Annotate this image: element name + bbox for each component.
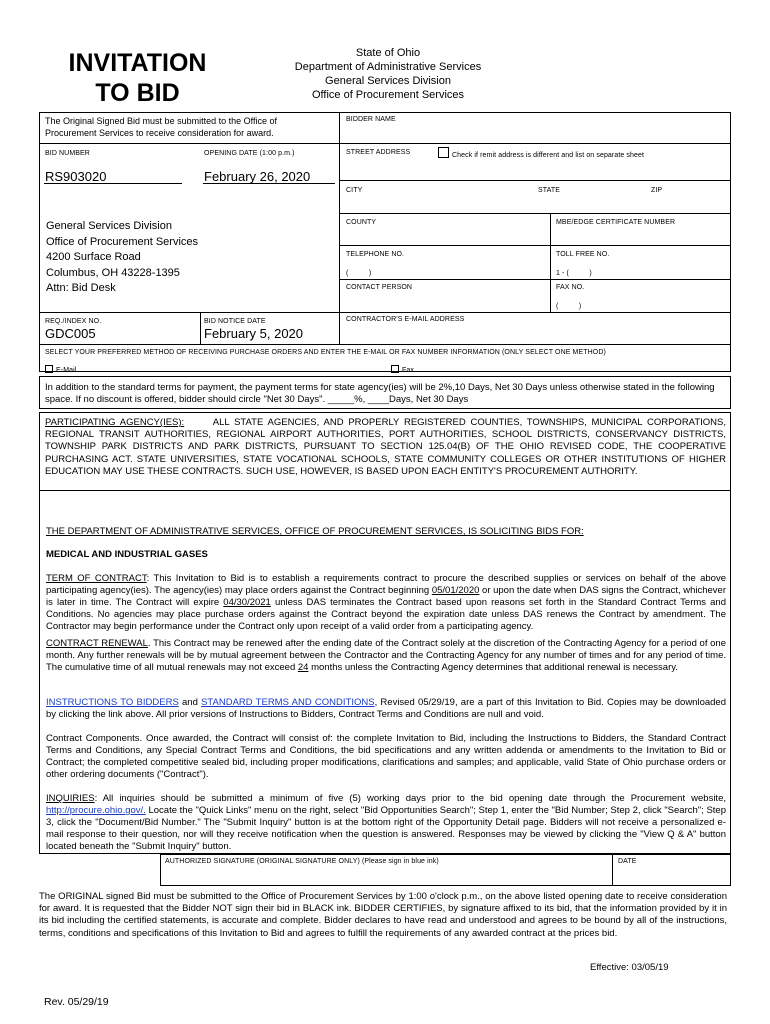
renewal-months: 24 bbox=[297, 662, 309, 673]
county-label: COUNTY bbox=[346, 219, 377, 226]
city-state-zip-field[interactable] bbox=[340, 196, 730, 212]
form-title-line1: INVITATION bbox=[68, 49, 207, 77]
inquiries-text: : All inquiries should be submitted a minimum of five (5) working days prior to the bid opening date through the Procurement website, bbox=[94, 793, 726, 804]
instructions-paragraph bbox=[46, 697, 726, 721]
fax-option[interactable] bbox=[391, 365, 414, 374]
street-address-field[interactable] bbox=[340, 160, 730, 180]
mailing-address bbox=[46, 219, 198, 297]
divider bbox=[200, 312, 201, 344]
divider bbox=[339, 180, 731, 181]
body-box bbox=[39, 412, 731, 854]
renewal-heading: CONTRACT RENEWAL bbox=[46, 638, 148, 649]
instructions-text: and bbox=[178, 697, 202, 708]
contractor-email-field[interactable] bbox=[340, 325, 730, 343]
term-of-contract bbox=[46, 573, 726, 633]
bid-number: RS903020 bbox=[45, 169, 107, 184]
signature-label: AUTHORIZED SIGNATURE (ORIGINAL SIGNATURE ONLY) (Please sign in blue ink) bbox=[165, 858, 439, 865]
bidder-name-label: BIDDER NAME bbox=[346, 116, 396, 123]
divider bbox=[339, 312, 731, 313]
bidder-certification: The ORIGINAL signed Bid must be submitted to the Office of Procurement Services by 1:00 o'clock p.m., on the above listed opening date to receive consideration for award. It is requested that the Bidder NOT sign their bid in BLACK ink. BIDDER CERTIFIES, by signature affixed to its bid, that the information provided by it in its bid including the certified statements, is accurate and complete. Bidder declares to have read and understood and agrees to be bound by all of the instructions, terms, conditions and specifications of this Invitation to Bid and agrees to fulfill the requirements of any awarded contract at the prices bid. bbox=[39, 891, 727, 939]
signature-field[interactable] bbox=[161, 868, 611, 885]
divider bbox=[339, 279, 731, 280]
address-line: Columbus, OH 43228-1395 bbox=[46, 266, 180, 279]
email-checkbox-icon[interactable] bbox=[45, 365, 53, 373]
street-address-label: STREET ADDRESS bbox=[346, 149, 411, 156]
address-line: Office of Procurement Services bbox=[46, 235, 199, 248]
revision-date: Rev. 05/29/19 bbox=[44, 996, 109, 1008]
agency-line: State of Ohio bbox=[355, 47, 421, 59]
procure-website-link[interactable]: http://procure.ohio.gov/. bbox=[46, 805, 146, 816]
divider bbox=[339, 245, 731, 246]
contractor-email-label: CONTRACTOR'S E-MAIL ADDRESS bbox=[346, 316, 465, 323]
address-line: 4200 Surface Road bbox=[46, 251, 141, 263]
soliciting-heading: THE DEPARTMENT OF ADMINISTRATIVE SERVICES, OFFICE OF PROCUREMENT SERVICES, IS SOLICITING BIDS FOR: bbox=[46, 526, 584, 537]
contact-person-label: CONTACT PERSON bbox=[346, 284, 413, 291]
zip-label: ZIP bbox=[651, 187, 663, 194]
divider bbox=[39, 312, 339, 313]
inquiries-text: Locate the "Quick Links" menu on the right, select "Bid Opportunities Search"; Step 1, enter the "Bid Number; Step 2, click "Search"; Step 3, click the "Document/Bid Number." The "Submit Inquiry" button is at the bottom right of the Opportunity Detail page. Bidders will not receive a personalized e-mail response to their question, nor will they receive notification when the question is answered. Responses may be viewed by clicking the "View Q & A" button located beneath the "Submit Inquiry" button. bbox=[46, 805, 726, 852]
checkbox-icon[interactable] bbox=[438, 147, 449, 158]
inquiries-paragraph bbox=[46, 793, 726, 853]
bid-notice-date-label: BID NOTICE DATE bbox=[204, 318, 266, 325]
form-title-line2: TO BID bbox=[95, 79, 180, 107]
submission-notice: The Original Signed Bid must be submitted to the Office of Procurement Services to receive consideration for award. bbox=[45, 116, 277, 138]
inquiries-heading: INQUIRIES bbox=[46, 793, 95, 804]
state-label: STATE bbox=[538, 187, 561, 194]
divider bbox=[39, 344, 731, 345]
remit-address-checkbox[interactable] bbox=[438, 147, 644, 159]
opening-date: February 26, 2020 bbox=[204, 169, 311, 184]
renewal-text: . This Contract may be renewed after the ending date of the Contract solely at the discretion of the Contracting Agency for a period of one month. Any further renewals will be by mutual agreement between the Contractor and the Contracting Agency for any number of times and for any period of time. The cumulative time of all mutual renewals may not exceed bbox=[46, 638, 726, 673]
mbe-certificate-label: MBE/EDGE CERTIFICATE NUMBER bbox=[556, 219, 676, 226]
payment-terms: In addition to the standard terms for payment, the payment terms for state agency(ies) will be 2%,10 Days, Net 30 Days unless otherwise stated in the following space. If no discount is offered, bidder should circle "Net 30 Days". _____%, ____Days, Net 30 Days bbox=[45, 382, 715, 405]
date-field[interactable] bbox=[613, 868, 730, 885]
term-text: : This Invitation to Bid is to establish a requirements contract to procure the described supplies or services on behalf of the above participating agency(ies). The agency(ies) may place orders against the Contract beginning bbox=[46, 573, 726, 596]
req-index-label: REQ./INDEX NO. bbox=[45, 318, 102, 325]
address-line: General Services Division bbox=[46, 220, 172, 232]
agency-line: Office of Procurement Services bbox=[311, 89, 465, 101]
agency-block bbox=[268, 46, 508, 102]
standard-terms-link[interactable]: STANDARD TERMS AND CONDITIONS bbox=[201, 697, 375, 708]
contact-person-field[interactable] bbox=[340, 293, 549, 311]
opening-date-underline bbox=[203, 183, 335, 184]
contract-renewal bbox=[46, 638, 726, 674]
toll-free-label: TOLL FREE NO. bbox=[556, 251, 610, 258]
county-field[interactable] bbox=[340, 228, 549, 244]
fax-label: FAX NO. bbox=[556, 284, 585, 291]
term-text: unless DAS terminates the Contract based upon reasons set forth in the Standard Contract Terms and Conditions. No agencies may place purchase orders against the Contract beyond the expiration date unless DAS renews the Contract by amendment. The Contractor may begin performance under the Contract only upon receipt of a valid order from a participating agency. bbox=[46, 597, 726, 632]
telephone-field[interactable]: ( ) bbox=[346, 270, 372, 277]
divider bbox=[39, 490, 731, 491]
participating-text: ALL STATE AGENCIES, AND PROPERLY REGISTERED COUNTIES, TOWNSHIPS, MUNICIPAL CORPORATIONS, REGIONAL TRANSIT AUTHORITIES, REGIONAL AIRPORT AUTHORITIES, PORT AUTHORITIES, SCHOOL DISTRICTS, CONSERVANCY DISTRICTS, TOWNSHIP PARK DISTRICTS AND PARK DISTRICTS, PURSUANT TO SECTION 125.04(B) OF THE OHIO REVISED CODE, THE COOPERATIVE PURCHASING ACT. STATE UNIVERSITIES, STATE VOCATIONAL SCHOOLS, STATE COMMUNITY COLLEGES OR OTHER INSTITUTIONS OF HIGHER EDUCATION MAY USE THESE CONTRACTS. SUCH USE, HOWEVER, IS BASED UPON EACH ENTITY'S PROCUREMENT AUTHORITY. bbox=[45, 417, 726, 477]
renewal-text: months unless the Contracting Agency determines that additional renewal is necessary. bbox=[308, 662, 678, 673]
telephone-label: TELEPHONE NO. bbox=[346, 251, 405, 258]
fax-option-label: Fax bbox=[402, 367, 414, 374]
fax-field[interactable]: ( ) bbox=[556, 303, 582, 310]
address-line: Attn: Bid Desk bbox=[46, 282, 116, 294]
divider bbox=[39, 143, 339, 144]
city-label: CITY bbox=[346, 187, 363, 194]
instructions-to-bidders-link[interactable]: INSTRUCTIONS TO BIDDERS bbox=[46, 697, 179, 708]
term-end-date: 04/30/2021 bbox=[223, 597, 271, 608]
bid-number-label: BID NUMBER bbox=[45, 150, 90, 157]
divider bbox=[339, 213, 731, 214]
instructions-text: , Revised 05/29/19, are a part of this Invitation to Bid. Copies may be downloaded by clicking the link above. All prior versions of Instructions to Bidders, Contract Terms and Conditions are null and void. bbox=[46, 697, 726, 720]
form-title bbox=[50, 48, 225, 108]
remit-address-label: Check if remit address is different and list on separate sheet bbox=[452, 152, 645, 159]
opening-date-label: OPENING DATE (1:00 p.m.) bbox=[204, 150, 295, 157]
term-text: or upon the date when DAS signs the Contract, whichever is later in time. The Contract will expire bbox=[46, 585, 727, 608]
term-start-date: 05/01/2020 bbox=[431, 585, 480, 596]
fax-checkbox-icon[interactable] bbox=[391, 365, 399, 373]
mbe-certificate-field[interactable] bbox=[551, 228, 730, 244]
email-option-label: E-Mail bbox=[56, 367, 77, 374]
bid-notice-date: February 5, 2020 bbox=[204, 326, 304, 341]
po-method-label: SELECT YOUR PREFERRED METHOD OF RECEIVING PURCHASE ORDERS AND ENTER THE E-MAIL OR FAX NUMBER INFORMATION (ONLY SELECT ONE METHOD) bbox=[45, 349, 606, 356]
agency-line: General Services Division bbox=[325, 75, 451, 87]
bidder-name-field[interactable] bbox=[340, 124, 730, 143]
contract-components: Contract Components. Once awarded, the Contract will consist of: the complete Invitation to Bid, including the Instructions to Bidders, the Standard Contract Terms and Conditions, any Special Contract Terms and Conditions, the bid specifications and any written addenda or amendments to the Invitation to Bid or Contract; the completed competitive sealed bid, including proper modifications, clarifications and samples; and applicable, valid State of Ohio purchase orders or other ordering documents ("Contract"). bbox=[46, 733, 726, 780]
participating-heading: PARTICIPATING AGENCY(IES): bbox=[45, 417, 185, 428]
agency-line: Department of Administrative Services bbox=[294, 61, 482, 73]
email-option[interactable] bbox=[45, 365, 76, 374]
participating-agencies bbox=[45, 417, 726, 478]
divider bbox=[339, 143, 731, 144]
term-heading: TERM OF CONTRACT bbox=[46, 573, 147, 584]
bid-number-underline bbox=[44, 183, 182, 184]
toll-free-field[interactable]: 1 - ( ) bbox=[556, 270, 592, 277]
req-index: GDC005 bbox=[45, 326, 96, 341]
subject: MEDICAL AND INDUSTRIAL GASES bbox=[46, 549, 208, 560]
date-label: DATE bbox=[618, 858, 637, 865]
effective-date: Effective: 03/05/19 bbox=[590, 962, 669, 973]
